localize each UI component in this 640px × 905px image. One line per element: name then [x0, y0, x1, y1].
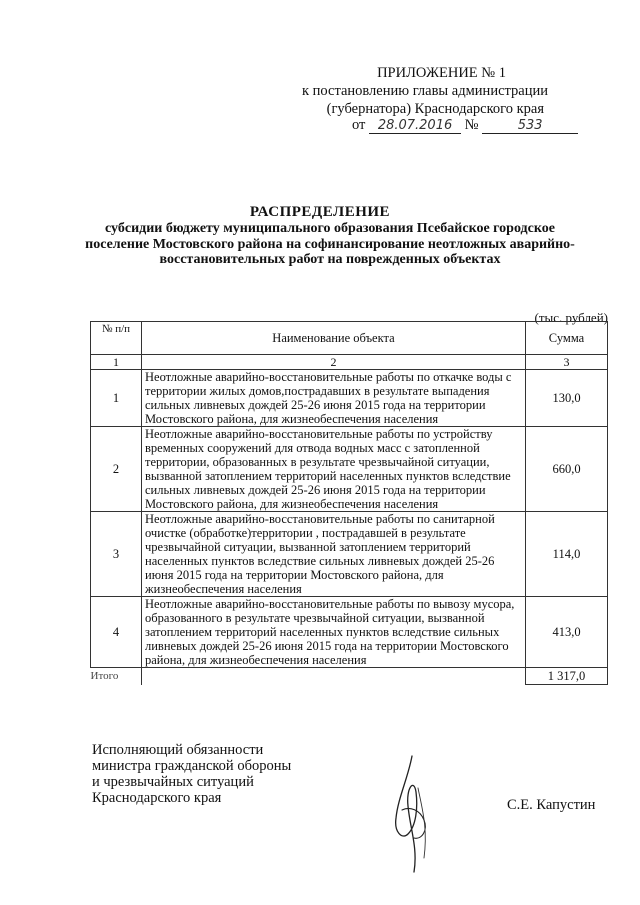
- unit-label: (тыс. рублей): [534, 310, 608, 325]
- appendix-line-1: к постановлению главы администрации: [301, 83, 548, 99]
- table-row: [91, 427, 608, 512]
- row-number: 4: [91, 597, 142, 668]
- table-total-row: [91, 668, 608, 685]
- row-sum: 660,0: [526, 427, 608, 512]
- total-label: Итого: [91, 668, 142, 685]
- appendix-line-2: (губернатора) Краснодарского края: [326, 101, 544, 117]
- index-cell-1: 1: [91, 355, 142, 370]
- position-line-2: министра гражданской обороны: [92, 758, 292, 774]
- row-sum: 114,0: [526, 512, 608, 597]
- table-row: [91, 597, 608, 668]
- row-name: Неотложные аварийно-восстановительные работы по санитарной очистке (обработке)территории , пострадавшей в результате чрезвычайной ситуации, вызванной затоплением территорий населенных пунктов вследствие сильных ливневых дождей 25-26 июня 2015 года на территории Мостовского района, для жизнеобеспечения населения: [142, 512, 526, 597]
- table-index-row: [91, 355, 608, 370]
- distribution-table: [90, 321, 608, 685]
- number-value: 533: [482, 118, 578, 134]
- date-prefix: от: [352, 117, 366, 133]
- date-value: 28.07.2016: [369, 118, 461, 134]
- table-header-row: [91, 322, 608, 355]
- signatory-position: [92, 742, 291, 806]
- total-sum: 1 317,0: [526, 668, 608, 685]
- signatory-name: С.Е. Капустин: [507, 797, 596, 813]
- document-subtitle: субсидии бюджету муниципального образования Псебайское городское поселение Мостовского района на софинансирование неотложных аварийно-восстановительных работ на поврежденных объектах: [85, 221, 575, 267]
- document-title: РАСПРЕДЕЛЕНИЕ: [249, 204, 391, 220]
- position-line-1: Исполняющий обязанности: [92, 742, 264, 758]
- table-row: [91, 370, 608, 427]
- row-name: Неотложные аварийно-восстановительные работы по вывозу мусора, образованного в результате чрезвычайной ситуации, вызванной затоплением территорий населенных пунктов вследствие сильных ливневых дождей 25-26 июня 2015 года на территории Мостовского района, для жизнеобеспечения населения: [142, 597, 526, 668]
- position-line-3: и чрезвычайных ситуаций: [92, 774, 254, 790]
- row-name: Неотложные аварийно-восстановительные работы по откачке воды с территории жилых домов,пострадавших в результате выпадения сильных ливневых дождей 25-26 июня 2015 года на территории Мостовского района, для жизнеобеспечения населения: [142, 370, 526, 427]
- row-number: 1: [91, 370, 142, 427]
- index-cell-2: 2: [142, 355, 526, 370]
- row-sum: 413,0: [526, 597, 608, 668]
- row-name: Неотложные аварийно-восстановительные работы по устройству временных сооружений для отвода водных масс с затопленной территории, образованных в результате чрезвычайной ситуации, вызванной затоплением территорий населенных пунктов вследствие сильных ливневых дождей 25-26 июня 2015 года на территории Мостовского района, для жизнеобеспечения населения: [142, 427, 526, 512]
- table-row: [91, 512, 608, 597]
- header-name: Наименование объекта: [142, 322, 526, 355]
- appendix-dateline: [352, 117, 578, 134]
- row-number: 3: [91, 512, 142, 597]
- header-number: № п/п: [91, 322, 142, 355]
- row-number: 2: [91, 427, 142, 512]
- appendix-block: [302, 64, 548, 118]
- handwritten-signature: [378, 748, 448, 876]
- index-cell-3: 3: [526, 355, 608, 370]
- header-sum: Сумма: [526, 322, 608, 355]
- appendix-title: ПРИЛОЖЕНИЕ № 1: [377, 65, 506, 81]
- position-line-4: Краснодарского края: [92, 790, 222, 806]
- number-prefix: №: [464, 117, 479, 133]
- row-sum: 130,0: [526, 370, 608, 427]
- total-spacer: [142, 668, 526, 685]
